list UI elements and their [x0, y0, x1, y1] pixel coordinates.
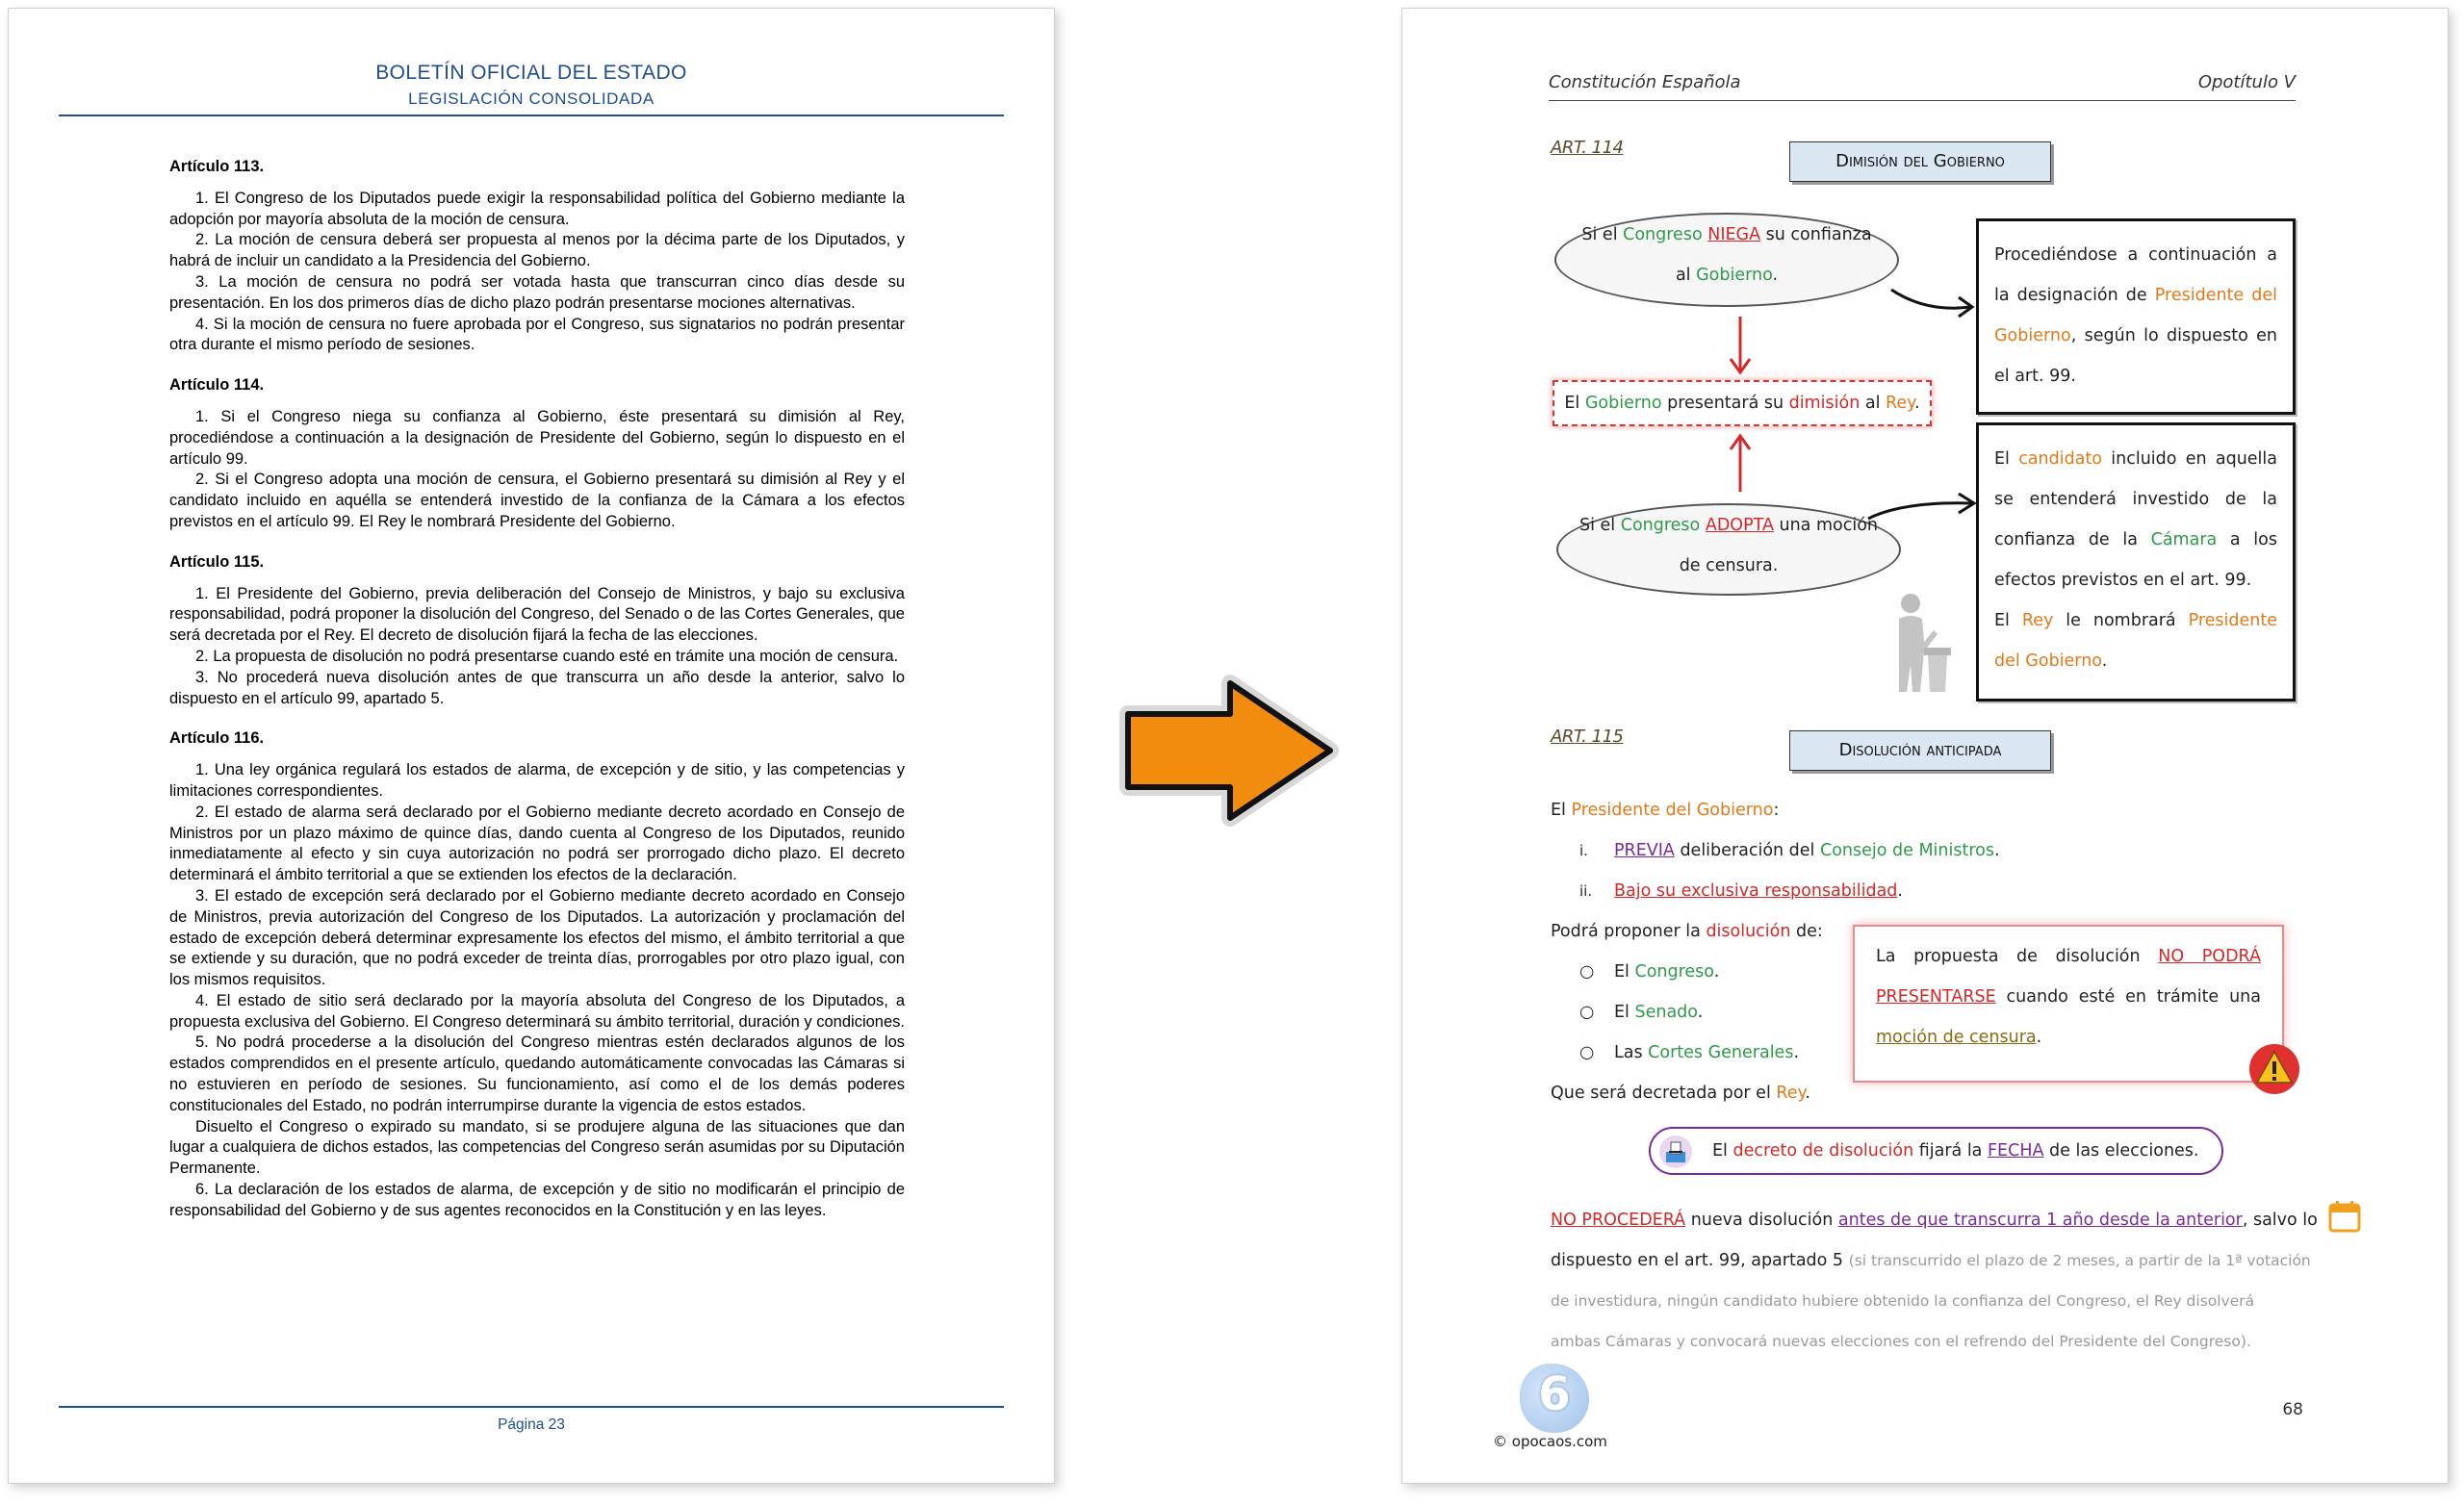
article-heading: Artículo 115. [169, 552, 265, 571]
article-paragraph: 6. La declaración de los estados de alarma, de excepción y de sitio no modificarán el principio de responsabilidad del Gobierno y de sus agentes reconocidos en la Constitución y en las leyes. [169, 1181, 905, 1219]
article-paragraph: 1. El Presidente del Gobierno, previa deliberación del Consejo de Ministros, y bajo su exclusiva responsabilidad, podrá proponer la disolución del Congreso, del Senado o de las Cortes Generales, que será decretada por el Rey. El decreto de disolución fijará la fecha de las elecciones. [169, 584, 905, 645]
logo-text: © opocaos.com [1493, 1433, 1607, 1450]
line-previa: i. PREVIA deliberación del Consejo de Ministros. [1579, 841, 2000, 860]
opocaos-logo: 6 [1512, 1364, 1599, 1441]
decreto-pill: El decreto de disolución fijará la FECHA de las elecciones. [1649, 1127, 2223, 1175]
article-paragraph: 2. Si el Congreso adopta una moción de censura, el Gobierno presentará su dimisión al Rey y el candidato incluido en aquélla se entenderá investido de la confianza de la Cámara a los efectos previstos en el artículo 99. El Rey le nombrará Presidente del Gobierno. [169, 471, 905, 530]
up-arrow-icon [1726, 432, 1755, 494]
article-paragraph: 2. El estado de alarma será declarado por el Gobierno mediante decreto acordado en Consejo de Ministros por un plazo máximo de quince días, dando cuenta al Congreso de los Diputados, reunido inmediatamente al efecto y sin cuya autorización no podrá ser prorrogado dicho plazo. El decreto determinará el ámbito territorial a que se extienden los efectos de la declaración. [169, 803, 905, 884]
art115-tag: ART. 115 [1551, 727, 1623, 747]
calendar-icon [2328, 1200, 2361, 1233]
right-arrow-icon [1116, 674, 1348, 828]
oval-adopta: Si el Congreso ADOPTA una moción de censura. [1556, 503, 1901, 596]
box-candidato: El candidato incluido en aquella se entenderá investido de la confianza de la Cámara a los efectos previstos en el art. 99. El Rey le nombrará Presidente del Gobierno. [1976, 422, 2296, 701]
article-paragraph: 1. Una ley orgánica regulará los estados de alarma, de excepción y de sitio, y las competencias y limitaciones correspondientes. [169, 761, 905, 800]
dimision-box: El Gobierno presentará su dimisión al Rey. [1553, 380, 1932, 426]
article-paragraph: 2. La moción de censura deberá ser propuesta al menos por la décima parte de los Diputados, y habrá de incluir un candidato a la Presidencia del Gobierno. [169, 231, 905, 270]
box-designacion: Procediéndose a continuación a la designación de Presidente del Gobierno, según lo dispuesto en el art. 99. [1976, 218, 2296, 415]
page-footer: Página 23 [498, 1416, 565, 1433]
article-paragraph: 1. Si el Congreso niega su confianza al Gobierno, éste presentará su dimisión al Rey, procediéndose a continuación a la designación de Presidente del Gobierno, según lo dispuesto en el artículo 99. [169, 407, 905, 468]
article-block [169, 157, 905, 356]
line-podra: Podrá proponer la disolución de: [1551, 922, 1823, 941]
left-document-page [8, 8, 1055, 1484]
article-paragraph: Disuelto el Congreso o expirado su mandato, si se produjere alguna de las situaciones que dan lugar a cualquiera de dichos estados, las competencias del Congreso serán asumidas por su Diputación Permanente. [169, 1117, 905, 1178]
article-heading: Artículo 113. [169, 158, 265, 175]
footer-rule [59, 1406, 1004, 1408]
oval-niega: Si el Congreso NIEGA su confianza al Gobierno. [1554, 213, 1899, 307]
warning-icon [2247, 1042, 2301, 1096]
article-paragraph: 4. Si la moción de censura no fuere aprobada por el Congreso, sus signatarios no podrán presentar otra durante el mismo período de sesiones. [169, 315, 905, 354]
article-paragraph: 1. El Congreso de los Diputados puede exigir la responsabilidad política del Gobierno mediante la adopción por mayoría absoluta de la moción de censura. [169, 189, 905, 228]
article-block [169, 728, 905, 1221]
line-bajo: ii. Bajo su exclusiva responsabilidad. [1579, 881, 1903, 901]
running-header-rule [1549, 100, 2296, 101]
article-heading: Artículo 116. [169, 729, 265, 748]
last-line-3: de investidura, ningún candidato hubiere obtenido la confianza del Congreso, el Rey disolverá [1551, 1292, 2255, 1310]
article-block [169, 375, 905, 533]
art114-tag: ART. 114 [1551, 138, 1623, 158]
down-arrow-icon [1726, 315, 1755, 376]
art115-title: Disolución anticipada [1789, 730, 2051, 771]
article-paragraph: 4. El estado de sitio será declarado por la mayoría absoluta del Congreso de los Diputados, a propuesta exclusiva del Gobierno. El Congreso determinará su ámbito territorial, duración y condiciones. [169, 991, 905, 1031]
header-rule [59, 115, 1004, 116]
warning-box: La propuesta de disolución NO PODRÁ PRESENTARSE cuando esté en trámite una moción de censura. [1853, 925, 2284, 1083]
boe-body [169, 157, 905, 1241]
article-paragraph: 3. No procederá nueva disolución antes de que transcurra un año desde la anterior, salvo lo dispuesto en el artículo 99, apartado 5. [169, 668, 905, 707]
article-paragraph: 3. La moción de censura no podrá ser votada hasta que transcurran cinco días desde su presentación. En los dos primeros días de dicho plazo podrán presentarse mociones alternativas. [169, 272, 905, 312]
art114-title: Dimisión del Gobierno [1789, 141, 2051, 182]
right-study-page [1401, 8, 2449, 1484]
article-block [169, 552, 905, 710]
line-presidente: El Presidente del Gobierno: [1551, 801, 1780, 820]
boe-header-title: BOLETÍN OFICIAL DEL ESTADO [375, 62, 687, 84]
last-line-2: dispuesto en el art. 99, apartado 5 (si transcurrido el plazo de 2 meses, a partir de la 1ª votación [1551, 1251, 2311, 1270]
bullet-cortes: ○ Las Cortes Generales. [1579, 1043, 1800, 1062]
last-line-1: NO PROCEDERÁ nueva disolución antes de que transcurra 1 año desde la anterior, salvo lo [1551, 1211, 2318, 1230]
boe-header-subtitle: LEGISLACIÓN CONSOLIDADA [408, 89, 654, 108]
running-header-right: Opotítulo V [2197, 72, 2296, 92]
arrow-to-box1-icon [1887, 284, 1976, 322]
ballot-icon [1658, 1135, 1693, 1169]
line-decretada: Que será decretada por el Rey. [1551, 1084, 1810, 1103]
bullet-senado: ○ El Senado. [1579, 1003, 1704, 1022]
article-heading: Artículo 114. [169, 376, 265, 395]
article-paragraph: 2. La propuesta de disolución no podrá presentarse cuando esté en trámite una moción de censura. [195, 647, 899, 665]
arrow-to-box2-icon [1864, 490, 1978, 528]
article-paragraph: 5. No podrá procederse a la disolución del Congreso mientras estén declarados algunos de los estados comprendidos en el presente artículo, quedando automáticamente convocadas las Cámaras si no estuvieren en período de sesiones. Su funcionamiento, así como el de los demás poderes constitucionales del Estado, no podrán interrumpirse durante la vigencia de estos estados. [169, 1033, 905, 1114]
speaker-podium-icon [1891, 592, 1955, 692]
running-header-left: Constitución Española [1549, 72, 1741, 92]
bullet-congreso: ○ El Congreso. [1579, 962, 1720, 982]
last-line-4: ambas Cámaras y convocará nuevas elecciones con el refrendo del Presidente del Congreso). [1551, 1333, 2251, 1350]
article-paragraph: 3. El estado de excepción será declarado por el Gobierno mediante decreto acordado en Consejo de Ministros, previa autorización del Congreso de los Diputados. La autorización y proclamación del estado de excepción deberá determinar expresamente los efectos del mismo, el ámbito territorial a que se extiende y su duración, que no podrá exceder de treinta días, prorrogables por otro plazo igual, con los mismos requisitos. [169, 886, 905, 989]
page-number: 68 [2282, 1400, 2303, 1419]
